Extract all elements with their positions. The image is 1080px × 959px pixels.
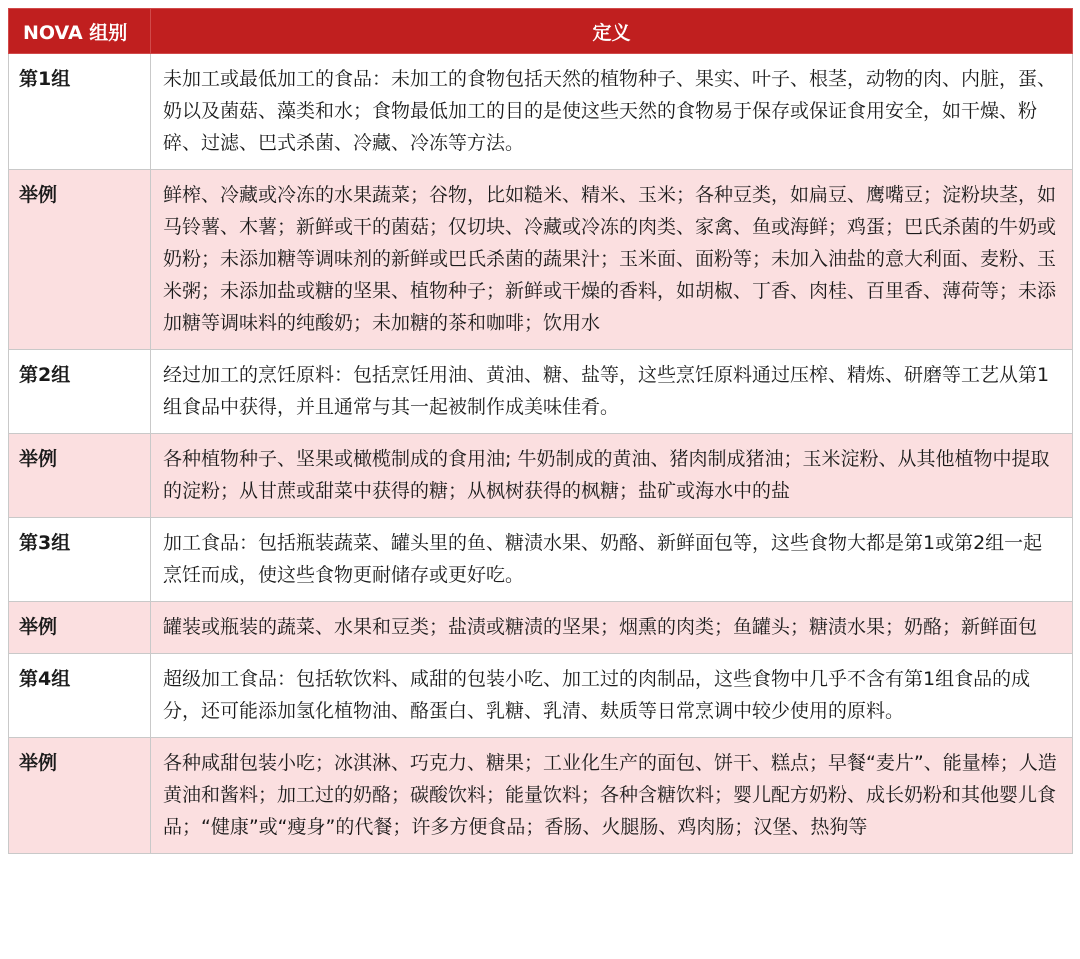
row-definition: 超级加工食品：包括软饮料、咸甜的包装小吃、加工过的肉制品，这些食物中几乎不含有第1组食品的成分，还可能添加氢化植物油、酪蛋白、乳糖、乳清、麸质等日常烹调中较少使用的原料。 <box>151 654 1073 738</box>
row-label: 举例 <box>9 170 151 350</box>
row-definition: 经过加工的烹饪原料：包括烹饪用油、黄油、糖、盐等，这些烹饪原料通过压榨、精炼、研磨等工艺从第1组食品中获得，并且通常与其一起被制作成美味佳肴。 <box>151 350 1073 434</box>
row-label: 举例 <box>9 434 151 518</box>
table-row-group-3 <box>9 518 1073 602</box>
table-row-example-2 <box>9 434 1073 518</box>
row-label: 第3组 <box>9 518 151 602</box>
row-label: 举例 <box>9 738 151 854</box>
table-row-group-4 <box>9 654 1073 738</box>
nova-classification-table <box>8 8 1073 854</box>
table-row-group-1 <box>9 54 1073 170</box>
header-definition-column: 定义 <box>151 9 1073 54</box>
row-label: 第2组 <box>9 350 151 434</box>
table-row-example-4 <box>9 738 1073 854</box>
row-definition: 鲜榨、冷藏或冷冻的水果蔬菜；谷物，比如糙米、精米、玉米；各种豆类，如扁豆、鹰嘴豆；淀粉块茎，如马铃薯、木薯；新鲜或干的菌菇；仅切块、冷藏或冷冻的肉类、家禽、鱼或海鲜；鸡蛋；巴氏杀菌的牛奶或奶粉；未添加糖等调味剂的新鲜或巴氏杀菌的蔬果汁；玉米面、面粉等；未加入油盐的意大利面、麦粉、玉米粥；未添加盐或糖的坚果、植物种子；新鲜或干燥的香料，如胡椒、丁香、肉桂、百里香、薄荷等；未添加糖等调味料的纯酸奶；未加糖的茶和咖啡；饮用水 <box>151 170 1073 350</box>
row-definition: 加工食品：包括瓶装蔬菜、罐头里的鱼、糖渍水果、奶酪、新鲜面包等，这些食物大都是第1或第2组一起烹饪而成，使这些食物更耐储存或更好吃。 <box>151 518 1073 602</box>
row-label: 举例 <box>9 602 151 654</box>
row-definition: 各种咸甜包装小吃；冰淇淋、巧克力、糖果；工业化生产的面包、饼干、糕点；早餐“麦片”、能量棒；人造黄油和酱料；加工过的奶酪；碳酸饮料；能量饮料；各种含糖饮料；婴儿配方奶粉、成长奶粉和其他婴儿食品；“健康”或“瘦身”的代餐；许多方便食品；香肠、火腿肠、鸡肉肠；汉堡、热狗等 <box>151 738 1073 854</box>
table-row-group-2 <box>9 350 1073 434</box>
row-label: 第4组 <box>9 654 151 738</box>
table-row-example-3 <box>9 602 1073 654</box>
table-header-row <box>9 9 1073 54</box>
header-group-column: NOVA 组别 <box>9 9 151 54</box>
table-row-example-1 <box>9 170 1073 350</box>
row-definition: 未加工或最低加工的食品：未加工的食物包括天然的植物种子、果实、叶子、根茎，动物的肉、内脏，蛋、奶以及菌菇、藻类和水；食物最低加工的目的是使这些天然的食物易于保存或保证食用安全，如干燥、粉碎、过滤、巴式杀菌、冷藏、冷冻等方法。 <box>151 54 1073 170</box>
row-definition: 罐装或瓶装的蔬菜、水果和豆类；盐渍或糖渍的坚果；烟熏的肉类；鱼罐头；糖渍水果；奶酪；新鲜面包 <box>151 602 1073 654</box>
row-definition: 各种植物种子、坚果或橄榄制成的食用油; 牛奶制成的黄油、猪肉制成猪油；玉米淀粉、从其他植物中提取的淀粉；从甘蔗或甜菜中获得的糖；从枫树获得的枫糖；盐矿或海水中的盐 <box>151 434 1073 518</box>
row-label: 第1组 <box>9 54 151 170</box>
